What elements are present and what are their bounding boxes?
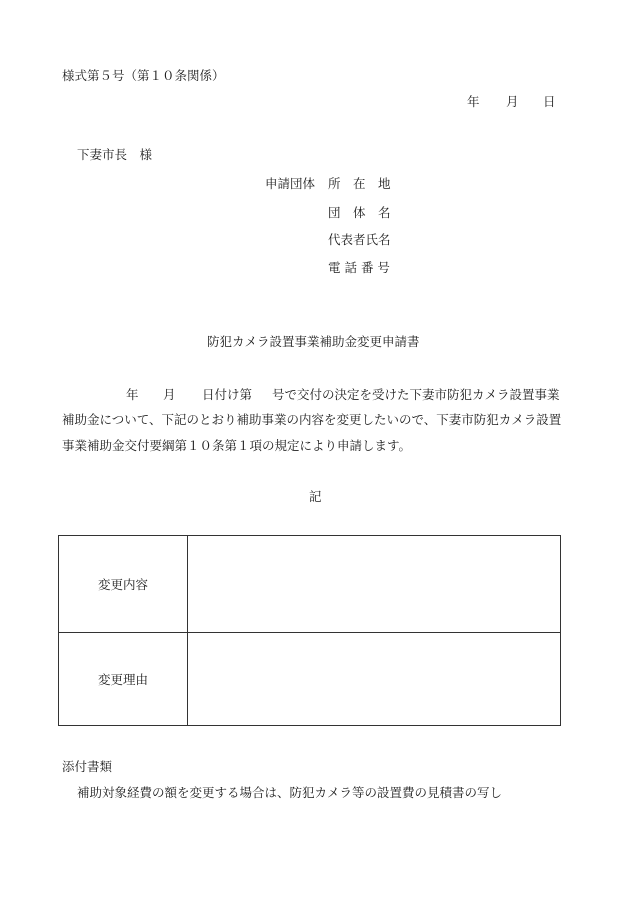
applicant-representative-label: 代表者氏名 (328, 232, 391, 247)
addressee: 下妻市長 様 (77, 147, 153, 162)
body-line2: 補助金について、下記のとおり補助事業の内容を変更したいので、下妻市防犯カメラ設置 (62, 412, 562, 427)
date-year-label: 年 (467, 94, 480, 109)
change-reason-label: 変更理由 (59, 632, 188, 725)
table-row-change-reason (59, 632, 560, 725)
applicant-phone-label: 電 話 番 号 (328, 260, 390, 275)
attachments-item: 補助対象経費の額を変更する場合は、防犯カメラ等の設置費の見積書の写し (77, 785, 503, 800)
attachments-heading: 添付書類 (62, 759, 113, 774)
body-year: 年 (126, 387, 139, 402)
form-number: 様式第５号（第１０条関係） (62, 68, 225, 83)
date-month-label: 月 (506, 94, 519, 109)
body-dated: 日付け第 (202, 387, 253, 402)
body-month: 月 (163, 387, 176, 402)
body-line1-rest: 号で交付の決定を受けた下妻市防犯カメラ設置事業 (272, 387, 560, 402)
ki-marker: 記 (309, 489, 322, 504)
applicant-group-label: 申請団体 (265, 176, 316, 191)
date-day-label: 日 (543, 94, 556, 109)
table-row-change-content (59, 536, 560, 633)
body-line3: 事業補助金交付要綱第１０条第１項の規定により申請します。 (62, 438, 412, 453)
change-content-label: 変更内容 (59, 536, 188, 632)
change-content-field[interactable] (188, 536, 560, 632)
change-table (58, 535, 561, 726)
applicant-name-label: 団 体 名 (328, 205, 391, 220)
change-reason-field[interactable] (188, 632, 560, 725)
applicant-address-label: 所 在 地 (328, 176, 391, 191)
document-title: 防犯カメラ設置事業補助金変更申請書 (207, 334, 420, 349)
